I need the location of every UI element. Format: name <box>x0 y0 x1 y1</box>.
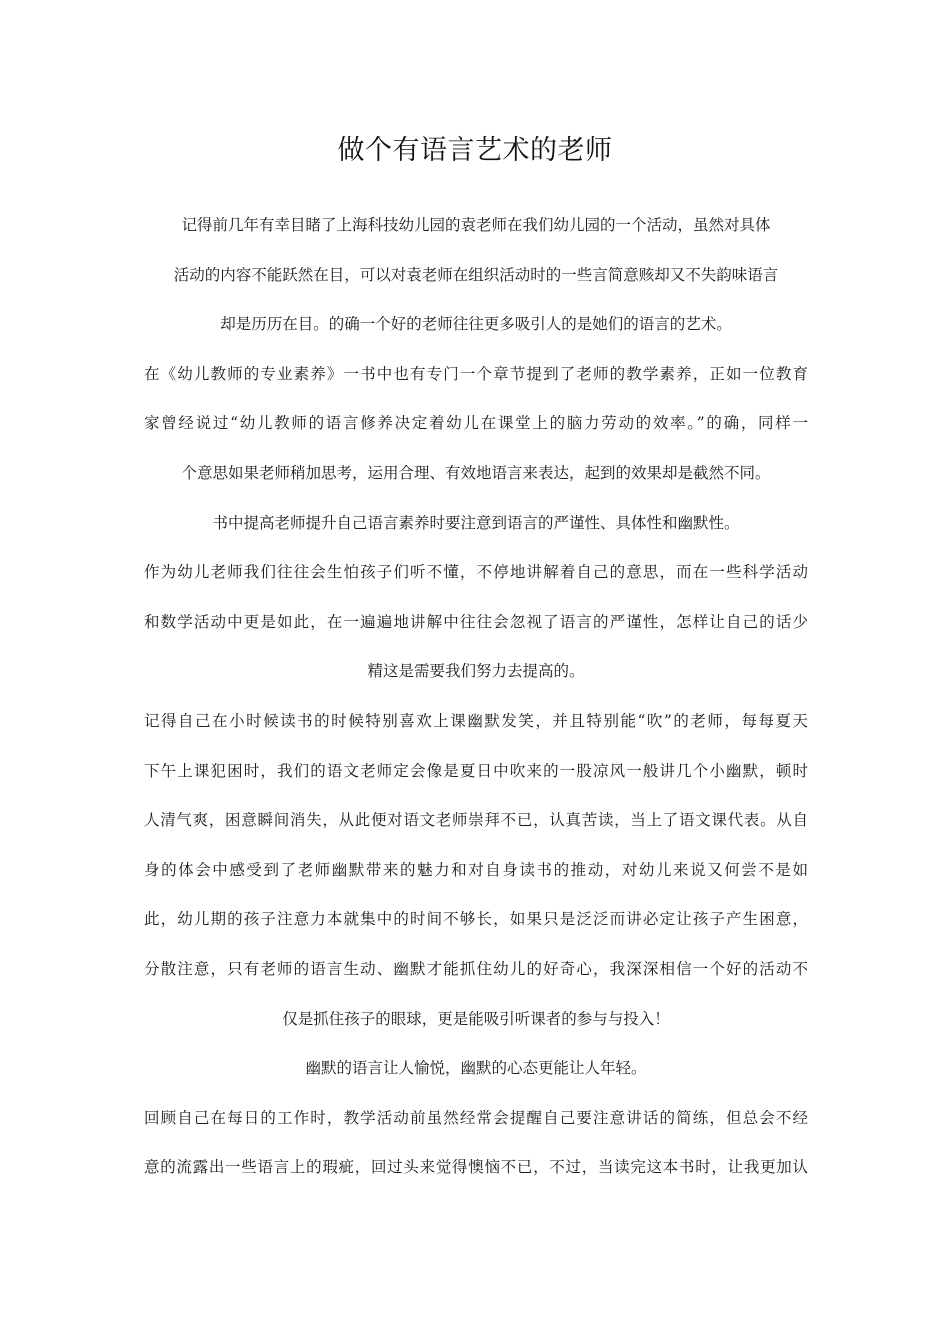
text-line: 此，幼儿期的孩子注意力本就集中的时间不够长，如果只是泛泛而讲必定让孩子产生困意， <box>144 910 808 929</box>
text-line: 记得自己在小时候读书的时候特别喜欢上课幽默发笑，并且特别能“吹”的老师，每每夏天 <box>144 711 808 730</box>
text-line: 个意思如果老师稍加思考，运用合理、有效地语言来表达，起到的效果却是截然不同。 <box>181 463 771 482</box>
text-line: 却是历历在目。的确一个好的老师往往更多吸引人的是她们的语言的艺术。 <box>220 315 732 334</box>
text-line: 和数学活动中更是如此，在一遍遍地讲解中往往会忽视了语言的严谨性，怎样让自己的话少 <box>144 612 808 631</box>
text-line: 意的流露出一些语言上的瑕疵，回过头来觉得懊恼不已，不过，当读完这本书时，让我更加认 <box>144 1158 808 1177</box>
text-line: 幽默的语言让人愉悦，幽默的心态更能让人年轻。 <box>305 1059 647 1078</box>
text-line: 下午上课犯困时，我们的语文老师定会像是夏日中吹来的一股凉风一般讲几个小幽默，顿时 <box>144 761 808 780</box>
text-line: 回顾自己在每日的工作时，教学活动前虽然经常会提醒自己要注意讲话的简练，但总会不经 <box>144 1108 808 1127</box>
document-title: 做个有语言艺术的老师 <box>337 135 613 166</box>
text-line: 身的体会中感受到了老师幽默带来的魅力和对自身读书的推动，对幼儿来说又何尝不是如 <box>144 860 808 879</box>
text-line: 作为幼儿老师我们往往会生怕孩子们听不懂，不停地讲解着自己的意思，而在一些科学活动 <box>144 563 808 582</box>
text-line: 家曾经说过“幼儿教师的语言修养决定着幼儿在课堂上的脑力劳动的效率。”的确，同样一 <box>144 414 808 433</box>
text-line: 精这是需要我们努力去提高的。 <box>367 662 585 681</box>
text-line: 书中提高老师提升自己语言素养时要注意到语言的严谨性、具体性和幽默性。 <box>212 513 740 532</box>
document-body <box>144 205 808 1197</box>
text-line: 分散注意，只有老师的语言生动、幽默才能抓住幼儿的好奇心，我深深相信一个好的活动不 <box>144 959 808 978</box>
text-line: 活动的内容不能跃然在目，可以对袁老师在组织活动时的一些言简意赅却又不失韵味语言 <box>173 265 779 284</box>
text-line: 人清气爽，困意瞬间消失，从此便对语文老师崇拜不已，认真苦读，当上了语文课代表。从自 <box>144 811 808 830</box>
text-line: 在《幼儿教师的专业素养》一书中也有专门一个章节提到了老师的教学素养，正如一位教育 <box>144 364 808 383</box>
text-line: 记得前几年有幸目睹了上海科技幼儿园的袁老师在我们幼儿园的一个活动，虽然对具体 <box>181 216 771 234</box>
text-line: 仅是抓住孩子的眼球，更是能吸引听课者的参与与投入！ <box>282 1009 670 1028</box>
